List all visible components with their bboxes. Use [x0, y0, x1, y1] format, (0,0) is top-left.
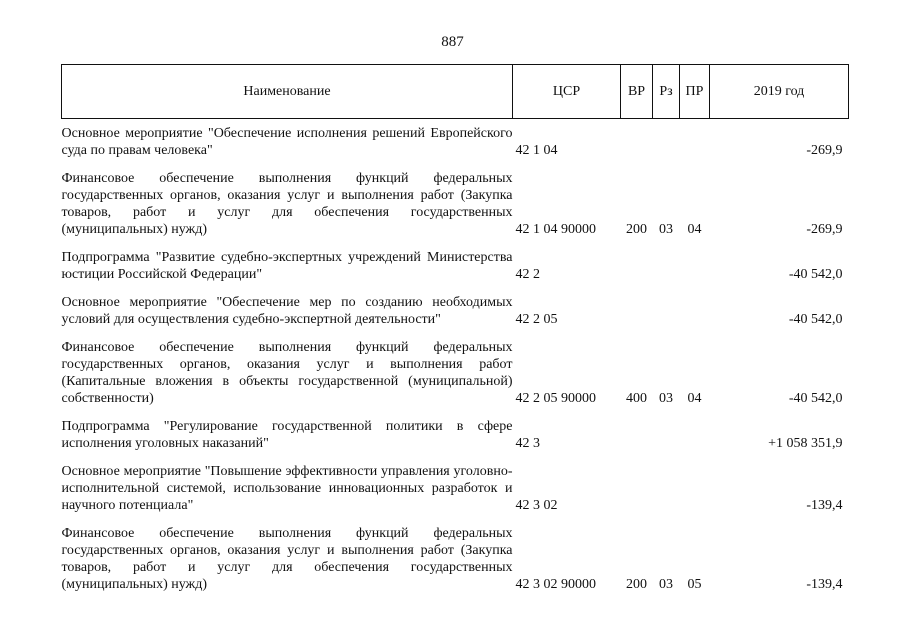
row-amount: -269,9: [806, 222, 843, 237]
row-vr: 200: [626, 577, 647, 592]
row-amount: -269,9: [806, 143, 843, 158]
row-vr: [621, 283, 653, 328]
row-rz: [653, 452, 680, 514]
row-name: Основное мероприятие "Обеспечение мер по созданию необходимых условий для осуществления судебно-экспертной деятельности": [61, 295, 513, 327]
table-body: [62, 119, 849, 594]
row-name: Подпрограмма "Регулирование государственной политики в сфере исполнения уголовных наказаний": [61, 419, 513, 451]
row-vr: [621, 452, 653, 514]
row-rz: 03: [659, 222, 673, 237]
row-pr: [680, 238, 710, 283]
row-name: Подпрограмма "Развитие судебно-экспертных учреждений Министерства юстиции Российской Федерации": [61, 250, 513, 282]
table-row: [62, 119, 849, 160]
row-rz: [653, 238, 680, 283]
row-vr: [621, 119, 653, 160]
row-csr: 42 2: [515, 267, 540, 282]
row-name: Основное мероприятие "Повышение эффективности управления уголовно-исполнительной системой, использование инновационных разработок и научного потенциала": [61, 464, 513, 513]
row-name: Основное мероприятие "Обеспечение исполнения решений Европейского суда по правам человека": [61, 126, 513, 158]
table-header: [62, 65, 849, 119]
row-amount: -40 542,0: [788, 391, 843, 406]
row-rz: [653, 407, 680, 452]
header-rz: Рз: [653, 65, 680, 119]
row-name: Финансовое обеспечение выполнения функций федеральных государственных органов, оказания услуг и выполнения работ (Капитальные вложения в объекты государственной (муниципальной) собственности): [61, 340, 513, 406]
header-year: 2019 год: [710, 65, 849, 119]
row-csr: 42 3 02 90000: [515, 577, 596, 592]
row-name: Финансовое обеспечение выполнения функций федеральных государственных органов, оказания услуг и выполнения работ (Закупка товаров, работ и услуг для обеспечения государственных (муниципальных) нужд): [61, 171, 513, 237]
header-csr: ЦСР: [513, 65, 621, 119]
header-vr: ВР: [621, 65, 653, 119]
row-pr: 04: [687, 222, 702, 237]
row-csr: 42 2 05: [515, 312, 558, 327]
row-pr: [680, 452, 710, 514]
table-row: [62, 328, 849, 407]
row-amount: +1 058 351,9: [768, 436, 843, 451]
row-vr: [621, 407, 653, 452]
row-amount: -139,4: [806, 498, 843, 513]
row-pr: [680, 119, 710, 160]
row-rz: [653, 283, 680, 328]
row-pr: 05: [687, 577, 702, 592]
row-vr: 200: [626, 222, 647, 237]
header-pr: ПР: [680, 65, 710, 119]
table-row: [62, 452, 849, 514]
row-rz: [653, 119, 680, 160]
row-rz: 03: [659, 577, 673, 592]
row-csr: 42 2 05 90000: [515, 391, 596, 406]
row-csr: 42 3: [515, 436, 540, 451]
row-amount: -139,4: [806, 577, 843, 592]
budget-table: [61, 64, 849, 593]
header-row: [62, 65, 849, 119]
row-csr: 42 1 04 90000: [515, 222, 596, 237]
header-name: Наименование: [62, 65, 513, 119]
table-row: [62, 238, 849, 283]
row-amount: -40 542,0: [788, 312, 843, 327]
row-pr: 04: [687, 391, 702, 406]
row-vr: 400: [626, 391, 647, 406]
row-pr: [680, 407, 710, 452]
table-row: [62, 514, 849, 593]
row-vr: [621, 238, 653, 283]
table-row: [62, 407, 849, 452]
row-name: Финансовое обеспечение выполнения функций федеральных государственных органов, оказания услуг и выполнения работ (Закупка товаров, работ и услуг для обеспечения государственных (муниципальных) нужд): [61, 526, 513, 592]
row-rz: 03: [659, 391, 673, 406]
table-row: [62, 159, 849, 238]
table-row: [62, 283, 849, 328]
row-csr: 42 3 02: [515, 498, 558, 513]
row-csr: 42 1 04: [515, 143, 558, 158]
page-number: 887: [441, 34, 464, 50]
row-amount: -40 542,0: [788, 267, 843, 282]
row-pr: [680, 283, 710, 328]
